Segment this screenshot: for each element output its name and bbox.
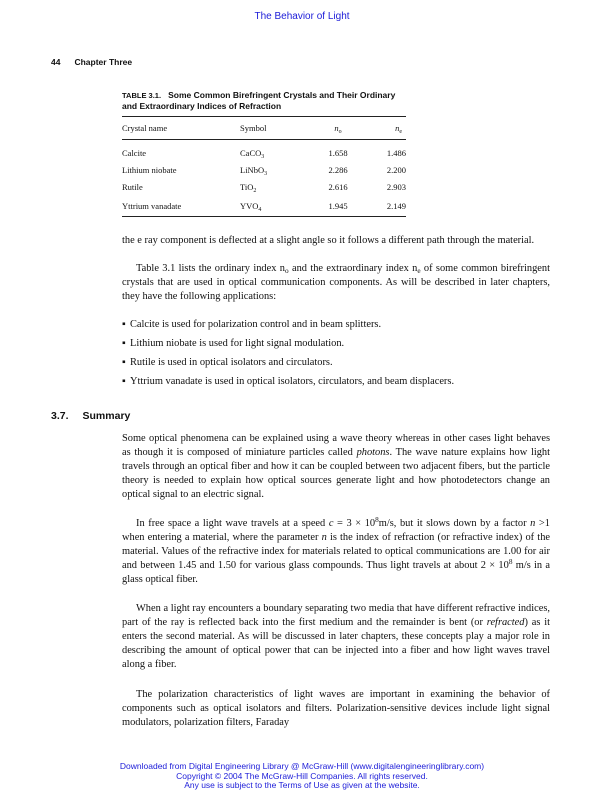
cell-name: Yttrium vanadate — [122, 196, 240, 217]
cell-name: Calcite — [122, 147, 147, 158]
table-caption-label: TABLE 3.1. — [122, 91, 162, 100]
cell-symbol: $YVO_4$ — [240, 196, 314, 217]
table-caption-text: Some Common Birefringent Crystals and Their Ordinary and Extraordinary Indices of Refraction — [122, 90, 396, 111]
cell-ne: 1.486 — [386, 147, 406, 158]
page-header — [51, 57, 132, 67]
table-row — [122, 179, 406, 197]
summary-paragraph-2: In free space a light wave travels at a speed $c = 3 \times 10^8m/s$, but it slows down by a factor n >1 when entering a material, where the parameter n is the index of refraction (or refractive index) of the material. Values of the refractive index for materials related to optical communications are 1.00 for air and between 1.45 and 1.50 for various glass compounds. Thus light travels at about $2 \times 10^8$ m/s in a glass optical fiber. — [122, 516, 550, 585]
section-heading — [51, 410, 130, 422]
cell-symbol: TiO$_2$ — [240, 182, 257, 195]
chapter-label: Chapter Three — [74, 57, 133, 67]
cell-symbol: LiNbO$_3$ — [240, 164, 268, 177]
cell-no: 2.616 — [328, 182, 348, 193]
col-header-crystal-name: Crystal name — [122, 117, 240, 140]
table-row — [122, 161, 406, 179]
table-caption — [122, 90, 412, 112]
page-number: 44 — [51, 57, 61, 67]
cell-no: 2.286 — [328, 164, 348, 175]
cell-name: Lithium niobate — [122, 164, 177, 175]
cell-no: 1.945 — [314, 196, 362, 217]
paragraph-table-intro: Table 3.1 lists the ordinary index $n_o$ and the extraordinary index $n_e$ of some common birefringent crystals that are used in optical communication components. As will be described in later chapters, they have the following applications: — [122, 263, 550, 302]
footer-notice — [0, 762, 604, 791]
col-header-symbol: Symbol — [240, 117, 314, 140]
list-item: ▪ Lithium niobate is used for light signal modulation. — [122, 338, 345, 349]
birefringent-crystals-table — [122, 116, 406, 217]
table-header-row — [122, 117, 406, 140]
section-title: Summary — [82, 410, 131, 422]
summary-paragraph-3: When a light ray encounters a boundary separating two media that have different refractive indices, part of the ray is reflected back into the first medium and the remainder is bent (or refracted) as it enters the second material. As will be discussed in later chapters, these concepts play a major role in describing the amount of optical power that can be injected into a fiber and how light waves travel along a fiber. — [122, 603, 550, 670]
paragraph-e-ray: the e ray component is deflected at a slight angle so it follows a different path through the material. — [122, 235, 535, 246]
table-row — [122, 196, 406, 217]
cell-no: 1.658 — [328, 147, 348, 158]
list-item: ▪ Calcite is used for polarization control and in beam splitters. — [122, 319, 382, 330]
bullet-icon: ▪ — [122, 357, 126, 368]
applications-list — [122, 318, 562, 394]
cell-ne: 2.149 — [362, 196, 406, 217]
footer-terms[interactable]: Any use is subject to the Terms of Use as given at the website. — [184, 780, 420, 790]
footer-copyright: Copyright © 2004 The McGraw-Hill Companies. All rights reserved. — [176, 770, 428, 781]
section-number: 3.7. — [51, 410, 69, 422]
cell-name: Rutile — [122, 182, 143, 193]
bullet-icon: ▪ — [122, 319, 126, 330]
table-row — [122, 140, 406, 162]
running-title: The Behavior of Light — [254, 11, 350, 22]
cell-symbol: CaCO$_3$ — [240, 147, 265, 160]
cell-ne: 2.200 — [386, 164, 406, 175]
footer-download-link[interactable]: Downloaded from Digital Engineering Library @ McGraw-Hill (www.digitalengineeringlibrary.com) — [119, 761, 485, 771]
list-item: ▪ Rutile is used in optical isolators and circulators. — [122, 357, 333, 368]
col-header-ne: $n_e$ — [362, 117, 406, 140]
summary-paragraph-1: Some optical phenomena can be explained using a wave theory whereas in other cases light behaves as though it is composed of miniature particles called photons. The wave nature explains how light travels through an optical fiber and how it can be coupled between two adjacent fibers, but the particle theory is needed to explain how optical sources generate light and how photodetectors change an optical signal to an electric signal. — [122, 433, 550, 500]
col-header-no: $n_o$ — [314, 117, 362, 140]
summary-paragraph-4: The polarization characteristics of light waves are important in examining the behavior of components such as optical isolators and filters. Polarization-sensitive devices include light signal modulators, polarization filters, Faraday — [122, 689, 550, 728]
list-item: ▪ Yttrium vanadate is used in optical isolators, circulators, and beam displacers. — [122, 376, 455, 387]
cell-ne: 2.903 — [386, 182, 406, 193]
bullet-icon: ▪ — [122, 338, 126, 349]
bullet-icon: ▪ — [122, 376, 126, 387]
